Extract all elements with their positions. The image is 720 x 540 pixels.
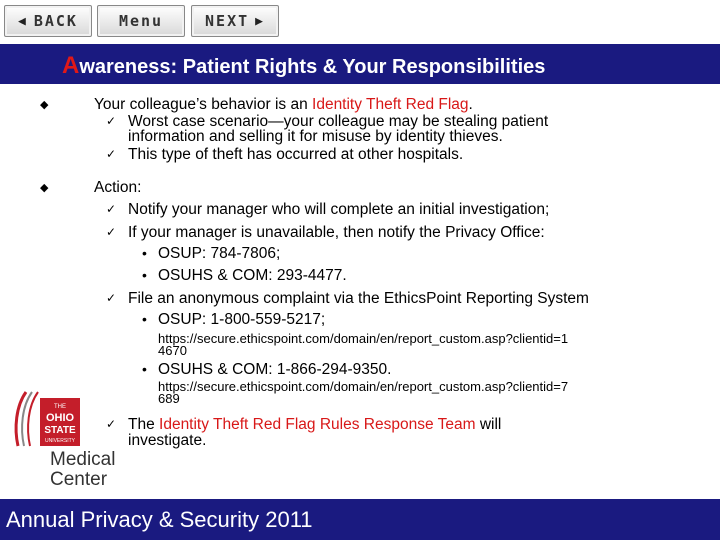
svg-text:UNIVERSITY: UNIVERSITY — [44, 438, 76, 444]
svg-text:OHIO: OHIO — [45, 412, 75, 424]
left-triangle-icon: ◀ — [18, 13, 28, 29]
osu-seal-graphic — [12, 388, 112, 448]
bullet-1-sub-1-cont: information and selling it for misuse by identity thieves. — [128, 128, 503, 145]
bullet-1-sub-1: Worst case scenario—your colleague may be stealing patient — [128, 113, 549, 130]
checkmark-bullet-icon: ✓ — [106, 291, 117, 305]
ethics-osup-phone: OSUP: 1-800-559-5217; — [158, 311, 326, 328]
bullet-2-sub-4: The Identity Theft Red Flag Rules Response Team will — [128, 416, 502, 433]
bullet-1: Your colleague’s behavior is an Identity Theft Red Flag. — [94, 96, 473, 113]
footer-bar — [0, 499, 720, 540]
right-triangle-icon: ▶ — [255, 13, 265, 29]
dot-bullet-icon: • — [142, 267, 147, 283]
dot-bullet-icon: • — [142, 311, 147, 327]
logo-center: Center — [50, 469, 108, 490]
title-first-letter: A — [62, 52, 80, 79]
privacy-osup-phone: OSUP: 784-7806; — [158, 245, 281, 262]
bullet-2-sub-2: If your manager is unavailable, then notify the Privacy Office: — [128, 224, 545, 241]
checkmark-bullet-icon: ✓ — [106, 417, 117, 431]
ethics-link-1[interactable]: https://secure.ethicspoint.com/domain/en/report_custom.asp?clientid=1 — [158, 331, 569, 346]
ethics-link-2-cont[interactable]: 689 — [158, 391, 180, 406]
checkmark-bullet-icon: ✓ — [106, 225, 117, 239]
svg-text:STATE: STATE — [44, 425, 76, 436]
next-button[interactable] — [191, 5, 279, 37]
menu-button[interactable] — [97, 5, 185, 37]
logo-medical: Medical — [50, 449, 116, 470]
back-label: BACK — [33, 12, 78, 30]
ethics-link-2[interactable]: https://secure.ethicspoint.com/domain/en/report_custom.asp?clientid=7 — [158, 379, 569, 394]
bullet-2-sub-3: File an anonymous complaint via the EthicsPoint Reporting System — [128, 290, 589, 307]
osu-medical-center-logo — [12, 388, 116, 490]
dot-bullet-icon: • — [142, 361, 147, 377]
diamond-bullet-icon: ◆ — [40, 99, 49, 111]
page-title — [62, 52, 545, 80]
next-label: NEXT — [205, 12, 250, 30]
footer-title: Annual Privacy & Security 2011 — [6, 507, 313, 532]
dot-bullet-icon: • — [142, 245, 147, 261]
diamond-bullet-icon: ◆ — [40, 182, 49, 194]
ethics-osuhs-phone: OSUHS & COM: 1-866-294-9350. — [158, 361, 392, 378]
bullet-2-sub-4-cont: investigate. — [128, 432, 207, 449]
checkmark-bullet-icon: ✓ — [106, 202, 117, 216]
svg-text:THE: THE — [54, 404, 66, 410]
checkmark-bullet-icon: ✓ — [106, 114, 117, 128]
title-rest: wareness: Patient Rights & Your Responsibilities — [79, 56, 546, 78]
checkmark-bullet-icon: ✓ — [106, 147, 117, 161]
bullet-2-sub-1: Notify your manager who will complete an initial investigation; — [128, 201, 550, 218]
privacy-osuhs-phone: OSUHS & COM: 293-4477. — [158, 267, 347, 284]
back-button[interactable] — [4, 5, 92, 37]
ethics-link-1-cont[interactable]: 4670 — [158, 343, 187, 358]
bullet-1-sub-2: This type of theft has occurred at other hospitals. — [128, 146, 464, 163]
menu-label: Menu — [118, 12, 164, 30]
bullet-2: Action: — [94, 179, 142, 196]
title-bar — [0, 44, 720, 84]
